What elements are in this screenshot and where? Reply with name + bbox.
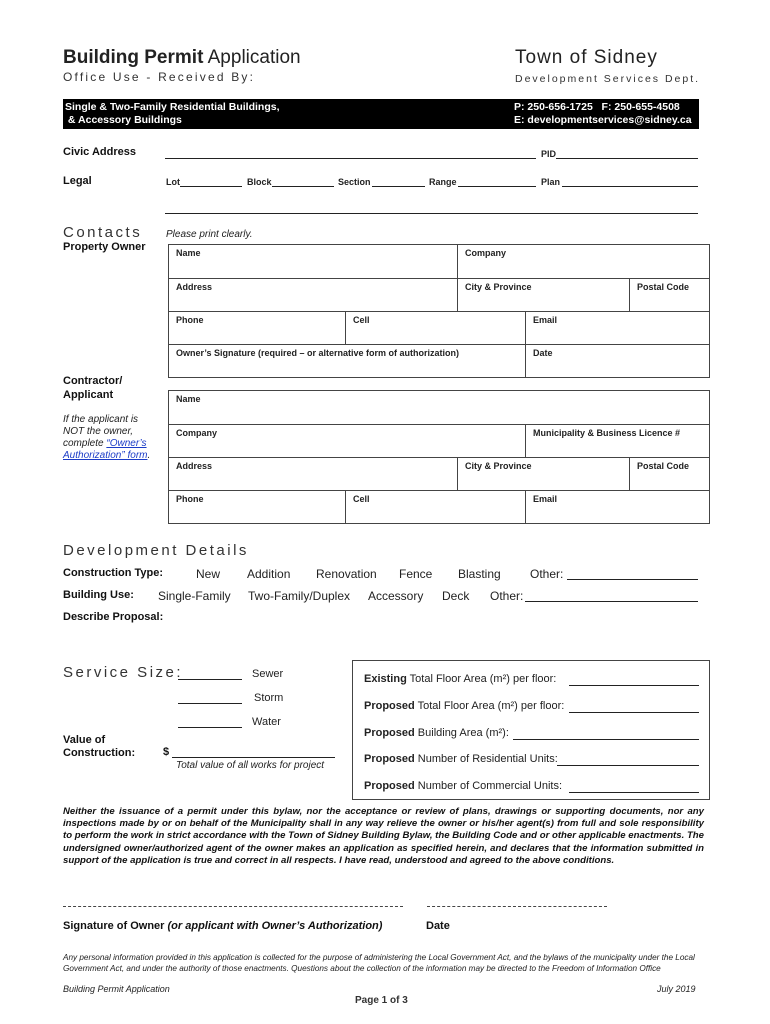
- contractor-phone-field[interactable]: Phone: [169, 490, 345, 523]
- range-label: Range: [429, 177, 457, 187]
- legal-extra-line[interactable]: [165, 213, 698, 214]
- storm-size-field[interactable]: [178, 703, 242, 704]
- floor-area-box: [352, 660, 710, 800]
- date-label: Date: [426, 920, 450, 932]
- civic-address-field[interactable]: [165, 158, 536, 159]
- building-use-other-field[interactable]: [525, 601, 698, 602]
- range-field[interactable]: [458, 186, 536, 187]
- existing-total-floor-field[interactable]: [569, 685, 699, 686]
- construction-type-label: Construction Type:: [63, 567, 164, 579]
- lot-field[interactable]: [180, 186, 242, 187]
- block-label: Block: [247, 177, 272, 187]
- block-field[interactable]: [272, 186, 334, 187]
- owner-name-field[interactable]: Name: [176, 248, 201, 258]
- owners-authorization-link[interactable]: “Owner’s: [106, 438, 147, 449]
- town-name: Town of Sidney: [515, 47, 658, 68]
- property-owner-label: Property Owner: [63, 241, 146, 253]
- dollar-sign: $: [163, 746, 170, 758]
- construction-type-fence[interactable]: Fence: [399, 567, 433, 581]
- construction-type-new[interactable]: New: [196, 567, 221, 581]
- phone-fax: P: 250-656-1725 F: 250-655-4508: [514, 101, 680, 113]
- disclaimer-text: Neither the issuance of a permit under this bylaw, nor the acceptance or review of plans, drawings or supporting documents, nor any inspections made by or on behalf of the Municipality shall in any way relieve the owner or his/her agent(s) from full and sole responsibility to perform the work in strict accordance with the Town of Sidney Building Bylaw, the Building Code and or other applicable enactments. The undersigned owner/authorized agent of the owner makes an application as specified herein, and declares that the information submitted in support of the application is true and correct in all respects. I have read, understood and agreed to the above conditions.: [63, 806, 704, 866]
- privacy-notice: Any personal information provided in this application is collected for the purpose of administering the Local Government Act, and the bylaws of the municipality under the Local Government Act, and under the authority of those enactments. Questions about the collection of the information may be directed to the Freedom of Information Office: [63, 953, 695, 973]
- owner-cell-field[interactable]: Cell: [345, 311, 525, 344]
- owner-signature-line[interactable]: [63, 906, 403, 907]
- signature-date-line[interactable]: [427, 906, 607, 907]
- water-label: Water: [252, 716, 281, 728]
- legal-label: Legal: [63, 175, 92, 187]
- email-address: E: developmentservices@sidney.ca: [514, 114, 692, 126]
- pid-label: PID: [541, 149, 557, 159]
- footer-form-name: Building Permit Application: [63, 984, 170, 994]
- form-title: Building Permit Application: [63, 47, 301, 68]
- development-details-title: Development Details: [63, 542, 249, 559]
- storm-label: Storm: [254, 692, 284, 704]
- contractor-address-field[interactable]: Address: [169, 457, 457, 490]
- owners-authorization-link-cont[interactable]: Authorization” form: [63, 450, 148, 461]
- owner-email-field[interactable]: Email: [525, 311, 709, 344]
- building-use-other-label: Other:: [490, 589, 524, 603]
- floor-row-existing-total: Existing Total Floor Area (m²) per floor:: [364, 673, 557, 685]
- contractor-box: [168, 390, 710, 524]
- contractor-postal-field[interactable]: Postal Code: [629, 457, 709, 490]
- plan-label: Plan: [541, 177, 561, 187]
- owner-authorization-note: If the applicant is NOT the owner, complete “Owner’s Authorization” form.: [63, 414, 151, 461]
- construction-type-renovation[interactable]: Renovation: [316, 567, 377, 581]
- contacts-title: Contacts: [63, 224, 143, 241]
- lot-label: Lot: [166, 177, 180, 187]
- contractor-label: Contractor/ Applicant: [63, 375, 123, 401]
- water-size-field[interactable]: [178, 727, 242, 728]
- floor-row-residential-units: Proposed Number of Residential Units:: [364, 753, 558, 765]
- owner-signature-field[interactable]: Owner’s Signature (required – or alternative form of authorization): [169, 344, 525, 377]
- header-bar: Single & Two-Family Residential Buildings, & Accessory Buildings P: 250-656-1725 F: 250-655-4508 E: developmentservices@sidney.ca: [63, 99, 699, 129]
- contractor-email-field[interactable]: Email: [525, 490, 709, 523]
- floor-row-proposed-building: Proposed Building Area (m²):: [364, 727, 509, 739]
- owner-city-field[interactable]: City & Province: [457, 278, 629, 311]
- section-label: Section: [338, 177, 371, 187]
- civic-address-label: Civic Address: [63, 146, 136, 158]
- construction-type-other-field[interactable]: [567, 579, 698, 580]
- construction-type-other-label: Other:: [530, 567, 564, 581]
- building-use-two-family[interactable]: Two-Family/Duplex: [248, 589, 351, 603]
- property-owner-box: [168, 244, 710, 378]
- describe-proposal-label: Describe Proposal:: [63, 611, 164, 623]
- owner-company-field[interactable]: Company: [457, 245, 709, 278]
- sewer-size-field[interactable]: [178, 679, 242, 680]
- proposed-total-floor-field[interactable]: [569, 712, 699, 713]
- value-of-construction-label: Value of Construction:: [63, 734, 136, 759]
- floor-row-commercial-units: Proposed Number of Commercial Units:: [364, 780, 563, 792]
- building-use-single-family[interactable]: Single-Family: [158, 589, 231, 603]
- service-size-title: Service Size:: [63, 664, 184, 681]
- construction-type-addition[interactable]: Addition: [247, 567, 291, 581]
- signature-label: Signature of Owner (or applicant with Owner’s Authorization): [63, 920, 383, 932]
- office-use-label: Office Use - Received By:: [63, 70, 256, 84]
- contractor-name-field[interactable]: Name: [176, 394, 201, 404]
- residential-units-field[interactable]: [557, 765, 699, 766]
- contractor-licence-field[interactable]: Municipality & Business Licence #: [525, 424, 709, 457]
- owner-phone-field[interactable]: Phone: [169, 311, 345, 344]
- building-use-accessory[interactable]: Accessory: [368, 589, 424, 603]
- contractor-company-field[interactable]: Company: [169, 424, 525, 457]
- building-use-deck[interactable]: Deck: [442, 589, 470, 603]
- page-number: Page 1 of 3: [355, 995, 408, 1006]
- plan-field[interactable]: [562, 186, 698, 187]
- commercial-units-field[interactable]: [569, 792, 699, 793]
- building-use-label: Building Use:: [63, 589, 134, 601]
- owner-postal-field[interactable]: Postal Code: [629, 278, 709, 311]
- sewer-label: Sewer: [252, 668, 284, 680]
- print-clearly-note: Please print clearly.: [166, 229, 253, 240]
- floor-row-proposed-total: Proposed Total Floor Area (m²) per floor:: [364, 700, 565, 712]
- value-note: Total value of all works for project: [176, 760, 325, 771]
- footer-date: July 2019: [657, 984, 696, 994]
- proposed-building-area-field[interactable]: [513, 739, 699, 740]
- value-of-construction-field[interactable]: [172, 757, 335, 758]
- owner-date-field[interactable]: Date: [525, 344, 709, 377]
- department-name: Development Services Dept.: [515, 73, 701, 85]
- contractor-city-field[interactable]: City & Province: [457, 457, 629, 490]
- contractor-cell-field[interactable]: Cell: [345, 490, 525, 523]
- construction-type-blasting[interactable]: Blasting: [458, 567, 501, 581]
- pid-field[interactable]: [556, 158, 698, 159]
- owner-address-field[interactable]: Address: [169, 278, 457, 311]
- section-field[interactable]: [372, 186, 425, 187]
